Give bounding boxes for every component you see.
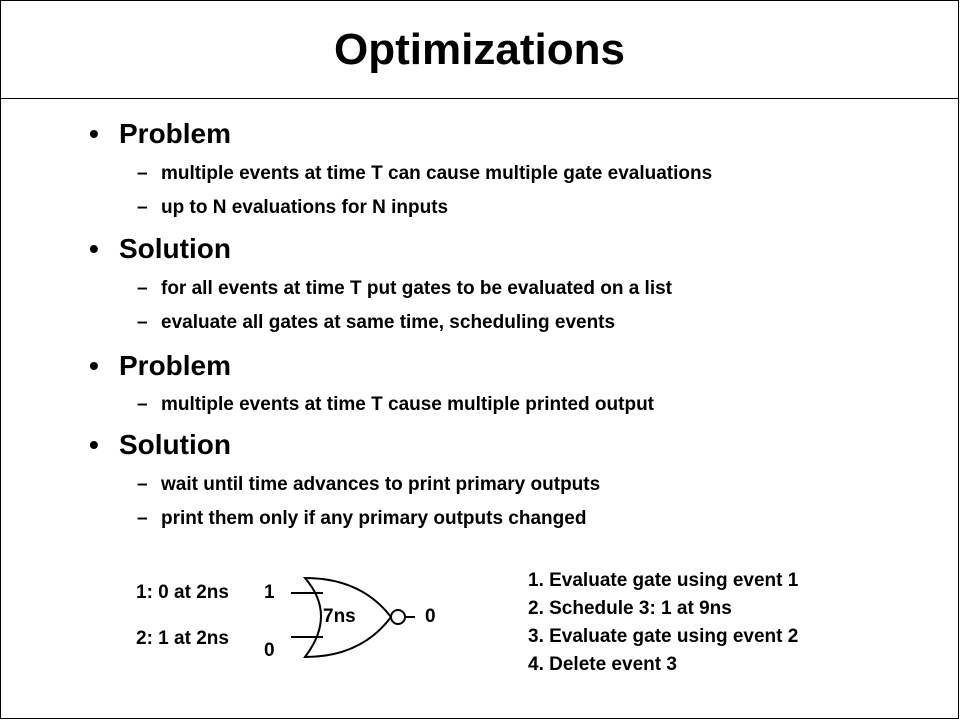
step-item: 2. Schedule 3: 1 at 9ns bbox=[528, 598, 732, 619]
step-item: 3. Evaluate gate using event 2 bbox=[528, 626, 799, 647]
heading-text: Solution bbox=[119, 429, 231, 460]
dash: – bbox=[137, 474, 148, 495]
slide-title: Optimizations bbox=[1, 1, 958, 99]
dash: – bbox=[137, 508, 148, 529]
input-2-value: 0 bbox=[264, 640, 275, 661]
sub-item-text: evaluate all gates at same time, scheduling events bbox=[161, 312, 616, 333]
sub-item-text: wait until time advances to print primary outputs bbox=[161, 474, 601, 495]
heading-text: Solution bbox=[119, 233, 231, 264]
step-item: 1. Evaluate gate using event 1 bbox=[528, 570, 799, 591]
bullet-dot: • bbox=[89, 233, 99, 264]
dash: – bbox=[137, 394, 148, 415]
event-2-label: 2: 1 at 2ns bbox=[136, 628, 229, 649]
bullet-dot: • bbox=[89, 118, 99, 149]
sub-item-text: print them only if any primary outputs changed bbox=[161, 508, 587, 529]
step-item: 4. Delete event 3 bbox=[528, 654, 677, 675]
bullet-dot: • bbox=[89, 429, 99, 460]
output-value: 0 bbox=[425, 606, 436, 627]
dash: – bbox=[137, 278, 148, 299]
dash: – bbox=[137, 163, 148, 184]
heading-text: Problem bbox=[119, 118, 232, 149]
heading-text: Problem bbox=[119, 350, 232, 381]
event-1-label: 1: 0 at 2ns bbox=[136, 582, 229, 603]
sub-item-text: up to N evaluations for N inputs bbox=[161, 197, 449, 218]
input-1-value: 1 bbox=[264, 582, 275, 603]
gate-delay-label: 7ns bbox=[323, 606, 356, 627]
sub-item-text: multiple events at time T can cause multiple gate evaluations bbox=[161, 163, 713, 184]
inversion-bubble bbox=[391, 610, 405, 624]
steps-list bbox=[528, 567, 798, 679]
sub-item-text: multiple events at time T cause multiple printed output bbox=[161, 394, 655, 415]
dash: – bbox=[137, 312, 148, 333]
dash: – bbox=[137, 197, 148, 218]
bullet-dot: • bbox=[89, 350, 99, 381]
nor-gate-diagram bbox=[1, 1, 960, 720]
sub-item-text: for all events at time T put gates to be evaluated on a list bbox=[161, 278, 673, 299]
